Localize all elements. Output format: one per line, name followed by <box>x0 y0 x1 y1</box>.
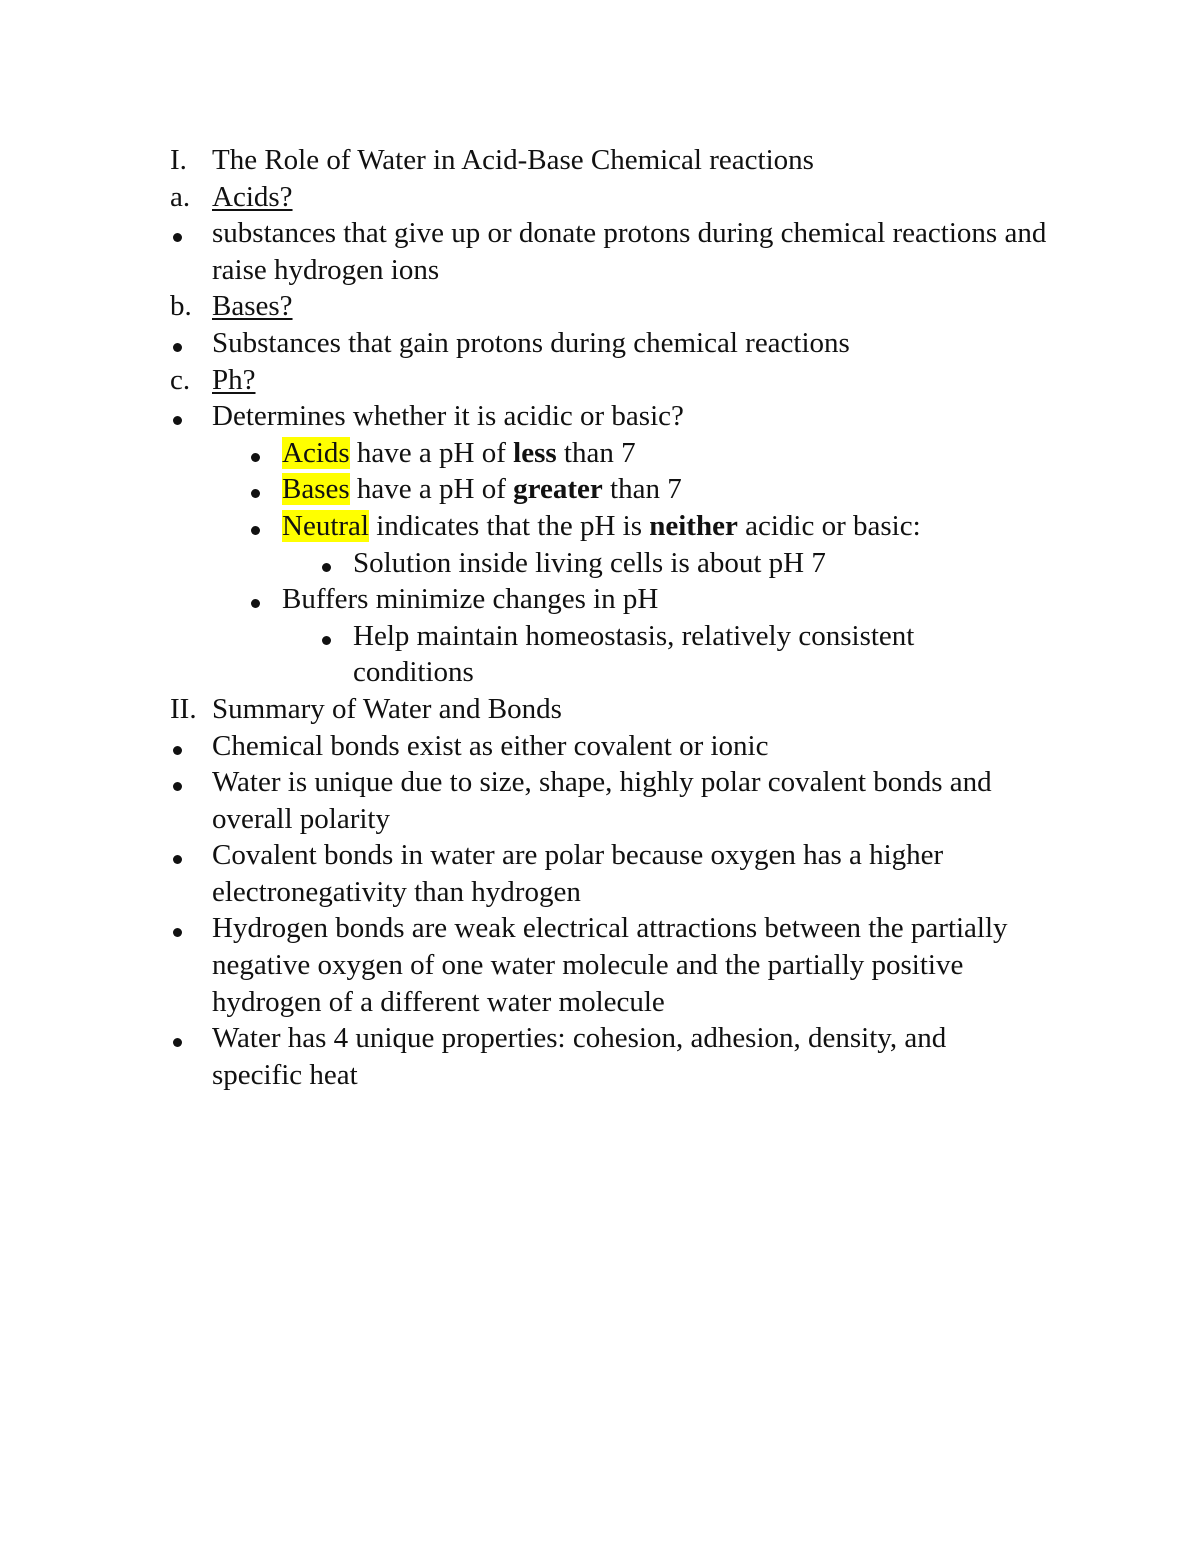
list-item <box>170 764 1070 837</box>
letter-b: b. <box>170 290 192 323</box>
bases-ph-tail: than 7 <box>602 473 682 506</box>
ph-heading <box>170 362 1070 399</box>
neutral-ph-item <box>170 508 1070 545</box>
summary-bullet-4: Hydrogen bonds are weak electrical attractions between the partially negative oxygen of one water molecule and the partially positive hydrogen of a different water molecule <box>212 912 1008 1018</box>
buffers-text: Buffers minimize changes in pH <box>282 583 659 616</box>
acids-definition: substances that give up or donate protons during chemical reactions and raise hydrogen ions <box>212 217 1047 286</box>
acids-heading-text: Acids? <box>212 180 293 213</box>
section-2-heading <box>170 691 1070 728</box>
bases-highlight: Bases <box>282 473 350 506</box>
summary-bullet-1: Chemical bonds exist as either covalent or ionic <box>212 729 769 762</box>
bullet-icon <box>170 398 182 435</box>
buffers-sub-text: Help maintain homeostasis, relatively consistent conditions <box>353 619 915 689</box>
bases-heading-text: Bases? <box>212 290 293 323</box>
summary-bullet-3: Covalent bonds in water are polar because oxygen has a higher electronegativity than hydrogen <box>212 839 944 908</box>
bases-definition-item <box>170 325 1070 362</box>
bases-definition: Substances that gain protons during chemical reactions <box>212 326 850 359</box>
bases-ph-text: have a pH of <box>349 473 514 506</box>
buffers-sub-item <box>170 618 1070 691</box>
bullet-icon <box>170 1020 182 1057</box>
neutral-ph-tail: acidic or basic: <box>737 509 921 542</box>
section-2-title: Summary of Water and Bonds <box>212 692 562 725</box>
bullet-icon <box>248 471 260 508</box>
neither-bold: neither <box>649 509 738 542</box>
ph-definition: Determines whether it is acidic or basic? <box>212 400 684 433</box>
acids-heading <box>170 179 1070 216</box>
list-item <box>170 910 1070 1020</box>
neutral-ph-text: indicates that the pH is <box>368 509 650 542</box>
bullet-icon <box>170 764 182 801</box>
acids-ph-item <box>170 435 1070 472</box>
acids-ph-tail: than 7 <box>556 436 636 469</box>
neutral-highlight: Neutral <box>282 509 369 542</box>
list-item <box>170 728 1070 765</box>
bullet-icon <box>319 545 331 582</box>
bases-heading <box>170 288 1070 325</box>
letter-a: a. <box>170 180 191 213</box>
list-item <box>170 1020 1070 1093</box>
summary-bullet-5: Water has 4 unique properties: cohesion, adhesion, density, and specific heat <box>212 1022 947 1091</box>
summary-bullet-2: Water is unique due to size, shape, highly polar covalent bonds and overall polarity <box>212 766 992 835</box>
bullet-icon <box>170 325 182 362</box>
acids-ph-text: have a pH of <box>349 436 514 469</box>
bullet-icon <box>170 728 182 765</box>
bases-ph-item <box>170 471 1070 508</box>
acids-highlight: Acids <box>282 436 350 469</box>
bullet-icon <box>319 618 331 655</box>
list-item <box>170 837 1070 910</box>
bullet-icon <box>170 215 182 252</box>
acids-definition-item <box>170 215 1070 288</box>
neutral-sub-text: Solution inside living cells is about pH 7 <box>353 546 826 579</box>
bullet-icon <box>170 910 182 947</box>
ph-definition-item <box>170 398 1070 435</box>
section-1-heading <box>170 142 1070 179</box>
section-1-title: The Role of Water in Acid-Base Chemical reactions <box>212 144 814 176</box>
roman-numeral-1: I. <box>170 144 187 176</box>
bullet-icon <box>170 837 182 874</box>
letter-c: c. <box>170 363 191 396</box>
roman-numeral-2: II. <box>170 692 197 725</box>
bullet-icon <box>248 435 260 472</box>
buffers-item <box>170 581 1070 618</box>
ph-heading-text: Ph? <box>212 363 256 396</box>
neutral-sub-item <box>170 545 1070 582</box>
document-body <box>170 142 1070 1093</box>
bullet-icon <box>248 581 260 618</box>
bullet-icon <box>248 508 260 545</box>
less-bold: less <box>513 436 557 469</box>
greater-bold: greater <box>513 473 603 506</box>
